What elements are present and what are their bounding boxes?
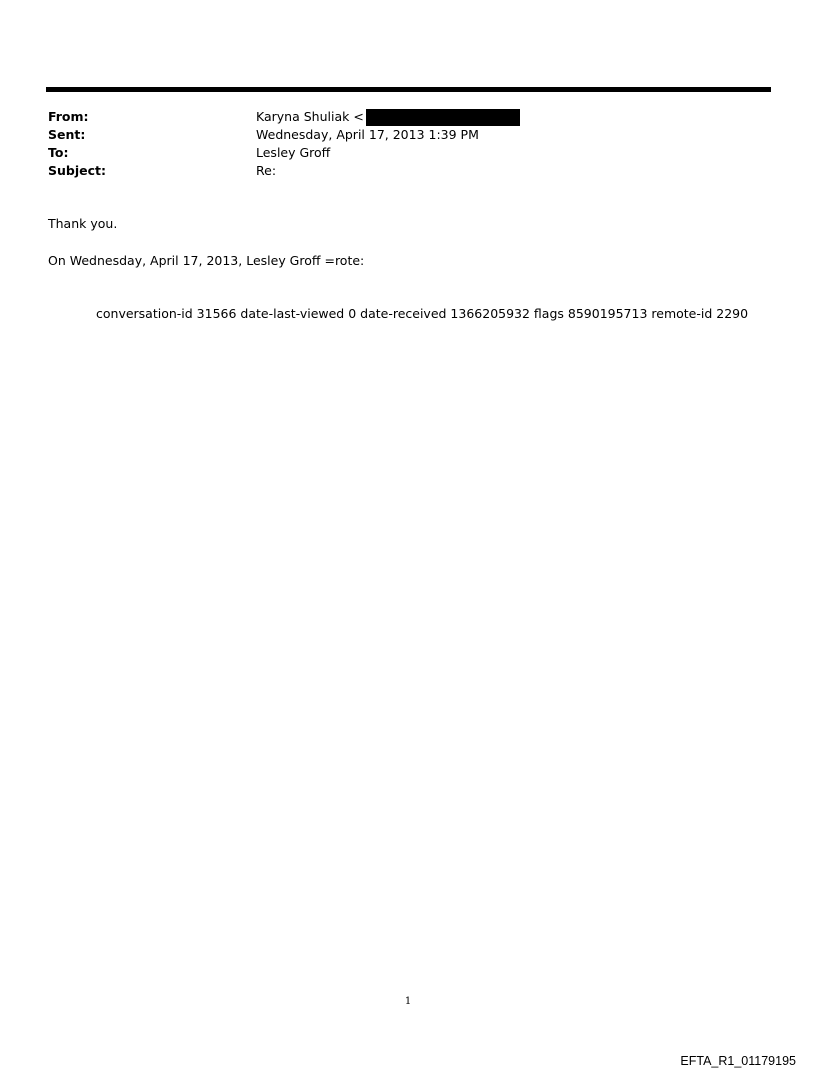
greeting-text: Thank you. bbox=[48, 216, 118, 231]
to-label: To: bbox=[48, 145, 69, 160]
document-id: EFTA_R1_01179195 bbox=[680, 1054, 796, 1068]
from-row bbox=[48, 108, 748, 126]
from-sender: Karyna Shuliak < bbox=[256, 109, 364, 124]
from-label: From: bbox=[48, 109, 89, 124]
to-row bbox=[48, 144, 748, 162]
email-header bbox=[48, 108, 748, 180]
sent-row bbox=[48, 126, 748, 144]
subject-row bbox=[48, 162, 748, 180]
page-number: 1 bbox=[404, 996, 412, 1007]
header-rule bbox=[46, 87, 771, 92]
subject-value: Re: bbox=[256, 163, 277, 178]
sent-label: Sent: bbox=[48, 127, 86, 142]
sent-value: Wednesday, April 17, 2013 1:39 PM bbox=[256, 127, 479, 142]
subject-label: Subject: bbox=[48, 163, 106, 178]
metadata-line: conversation-id 31566 date-last-viewed 0 date-received 1366205932 flags 8590195713 remote-id 2290 bbox=[96, 306, 749, 321]
quote-intro-text: On Wednesday, April 17, 2013, Lesley Groff =rote: bbox=[48, 253, 365, 268]
to-value: Lesley Groff bbox=[256, 145, 331, 160]
redaction-box bbox=[366, 109, 520, 126]
from-value bbox=[256, 108, 520, 126]
